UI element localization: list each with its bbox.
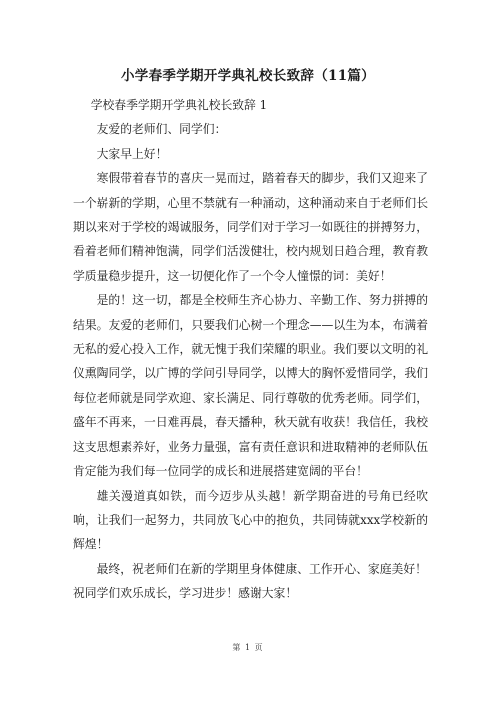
body-paragraph-2: 是的！这一切，都是全校师生齐心协力、辛勤工作、努力拼搏的结果。友爱的老师们，只要我们心树一个理念——以生为本，布满着无私的爱心投入工作，就无愧于我们荣耀的职业。我们要以文明的礼仪熏陶同学，以广博的学问引导同学，以博大的胸怀爱惜同学，我们每位老师就是同学欢迎、家长满足、同行尊敬的优秀老师。同学们，盛年不再来，一日难再晨，春天播种，秋天就有收获！我信任，我校这支思想素养好，业务力量强，富有责任意识和进取精神的老师队伍肯定能为我们每一位同学的成长和进展搭建宽阔的平台！ [73, 293, 428, 479]
body-paragraph-1: 寒假带着春节的喜庆一晃而过，踏着春天的脚步，我们又迎来了一个崭新的学期，心里不禁就有一种涌动，这种涌动来自于老师们长期以来对于学校的竭诚服务，同学们对于学习一如既往的拼搏努力，看着老师们精神饱满，同学们活泼健壮，校内规划日趋合理，教育教学质量稳步提升，这一切便化作了一个令人憧憬的词：美好！ [73, 171, 428, 283]
body-paragraph-3: 雄关漫道真如铁，而今迈步从头越！新学期奋进的号角已经吹响，让我们一起努力，共同放飞心中的抱负，共同铸就xxx学校新的辉煌！ [73, 488, 428, 552]
document-title: 小学春季学期开学典礼校长致辞（11篇） [121, 68, 375, 84]
document-body [73, 93, 428, 606]
greeting-line: 友爱的老师们、同学们： [96, 122, 227, 137]
closing-line: 祝同学们欢乐成长，学习进步！感谢大家！ [73, 586, 298, 601]
page-number: 第 1 页 [232, 643, 264, 652]
salutation-line: 大家早上好！ [96, 146, 168, 161]
section-heading: 学校春季学期开学典礼校长致辞 1 [90, 98, 268, 112]
body-paragraph-4: 最终，祝老师们在新的学期里身体健康、工作开心、家庭美好！ [96, 561, 427, 576]
